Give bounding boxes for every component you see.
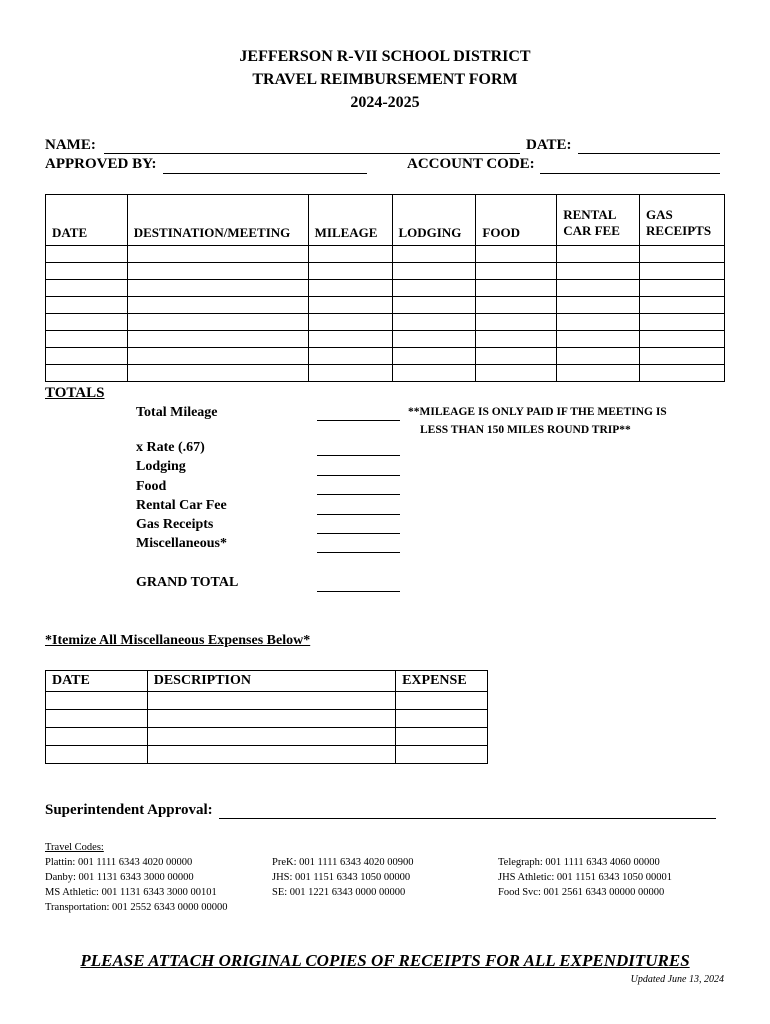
travel-code-se: SE: 001 1221 6343 0000 00000 [272,887,406,898]
superintendent-approval-field[interactable] [219,818,716,819]
col-date: DATE [46,195,128,246]
table-row[interactable] [46,728,488,746]
rental-car-fee-label: Rental Car Fee [136,498,227,513]
travel-code-danby: Danby: 001 1131 6343 3000 00000 [45,872,194,883]
food-label: Food [136,479,167,494]
travel-code-telegraph: Telegraph: 001 1111 6343 4060 00000 [498,857,660,868]
misc-col-date: DATE [46,671,148,692]
travel-code-prek: PreK: 001 1111 6343 4020 00900 [272,857,414,868]
travel-table-header [46,195,725,246]
name-field[interactable] [104,153,520,154]
table-row[interactable] [46,348,725,365]
account-code-field[interactable] [540,173,720,174]
table-row[interactable] [46,365,725,382]
table-row[interactable] [46,263,725,280]
lodging-field[interactable] [317,475,400,476]
date-field[interactable] [578,153,720,154]
misc-col-description: DESCRIPTION [147,671,395,692]
col-rental-car-fee: RENTAL CAR FEE [557,195,640,246]
travel-codes [45,840,228,915]
col-gas-receipts: GAS RECEIPTS [640,195,725,246]
travel-codes-heading: Travel Codes: [45,842,104,853]
grand-total-label: GRAND TOTAL [136,575,239,590]
col-destination: DESTINATION/MEETING [127,195,308,246]
col-food: FOOD [476,195,557,246]
travel-table [45,194,725,382]
rate-field[interactable] [317,455,400,456]
miscellaneous-label: Miscellaneous* [136,536,227,551]
rental-car-fee-field[interactable] [317,514,400,515]
table-row[interactable] [46,746,488,764]
superintendent-approval-label: Superintendent Approval: [45,802,213,818]
mileage-note-line2: LESS THAN 150 MILES ROUND TRIP** [420,424,631,436]
col-mileage: MILEAGE [308,195,392,246]
name-label: NAME: [45,137,96,153]
grand-total-field[interactable] [317,591,400,592]
table-row[interactable] [46,297,725,314]
form-title-district: JEFFERSON R-VII SCHOOL DISTRICT [239,48,531,65]
gas-receipts-label: Gas Receipts [136,517,214,532]
gas-receipts-field[interactable] [317,533,400,534]
travel-code-ms-athletic: MS Athletic: 001 1131 6343 3000 00101 [45,887,217,898]
travel-code-food-svc: Food Svc: 001 2561 6343 00000 00000 [498,887,665,898]
table-row[interactable] [46,331,725,348]
form-title-year: 2024-2025 [350,94,420,111]
travel-code-plattin: Plattin: 001 1111 6343 4020 00000 [45,857,193,868]
misc-heading: *Itemize All Miscellaneous Expenses Below* [45,633,311,648]
approved-by-label: APPROVED BY: [45,156,157,172]
receipts-notice: PLEASE ATTACH ORIGINAL COPIES OF RECEIPTS FOR ALL EXPENDITURES [80,951,690,970]
travel-code-jhs-athletic: JHS Athletic: 001 1151 6343 1050 00001 [498,872,673,883]
travel-codes-col2 [272,855,413,900]
miscellaneous-field[interactable] [317,552,400,553]
misc-table-header [46,671,488,692]
form-title-name: TRAVEL REIMBURSEMENT FORM [252,71,518,88]
table-row[interactable] [46,710,488,728]
table-row[interactable] [46,692,488,710]
account-code-label: ACCOUNT CODE: [407,156,535,172]
travel-code-transportation: Transportation: 001 2552 6343 0000 00000 [45,902,228,913]
food-field[interactable] [317,494,400,495]
date-label: DATE: [526,137,572,153]
mileage-note-line1: **MILEAGE IS ONLY PAID IF THE MEETING IS [408,406,667,418]
table-row[interactable] [46,280,725,297]
approved-by-field[interactable] [163,173,367,174]
updated-date: Updated June 13, 2024 [630,974,724,985]
total-mileage-field[interactable] [317,420,400,421]
lodging-label: Lodging [136,459,186,474]
table-row[interactable] [46,314,725,331]
table-row[interactable] [46,246,725,263]
total-mileage-label: Total Mileage [136,405,218,420]
misc-table [45,670,488,764]
travel-code-jhs: JHS: 001 1151 6343 1050 00000 [272,872,411,883]
col-lodging: LODGING [392,195,476,246]
travel-codes-col3 [498,855,672,900]
totals-heading: TOTALS [45,385,105,401]
rate-label: x Rate (.67) [136,440,205,455]
misc-col-expense: EXPENSE [396,671,488,692]
